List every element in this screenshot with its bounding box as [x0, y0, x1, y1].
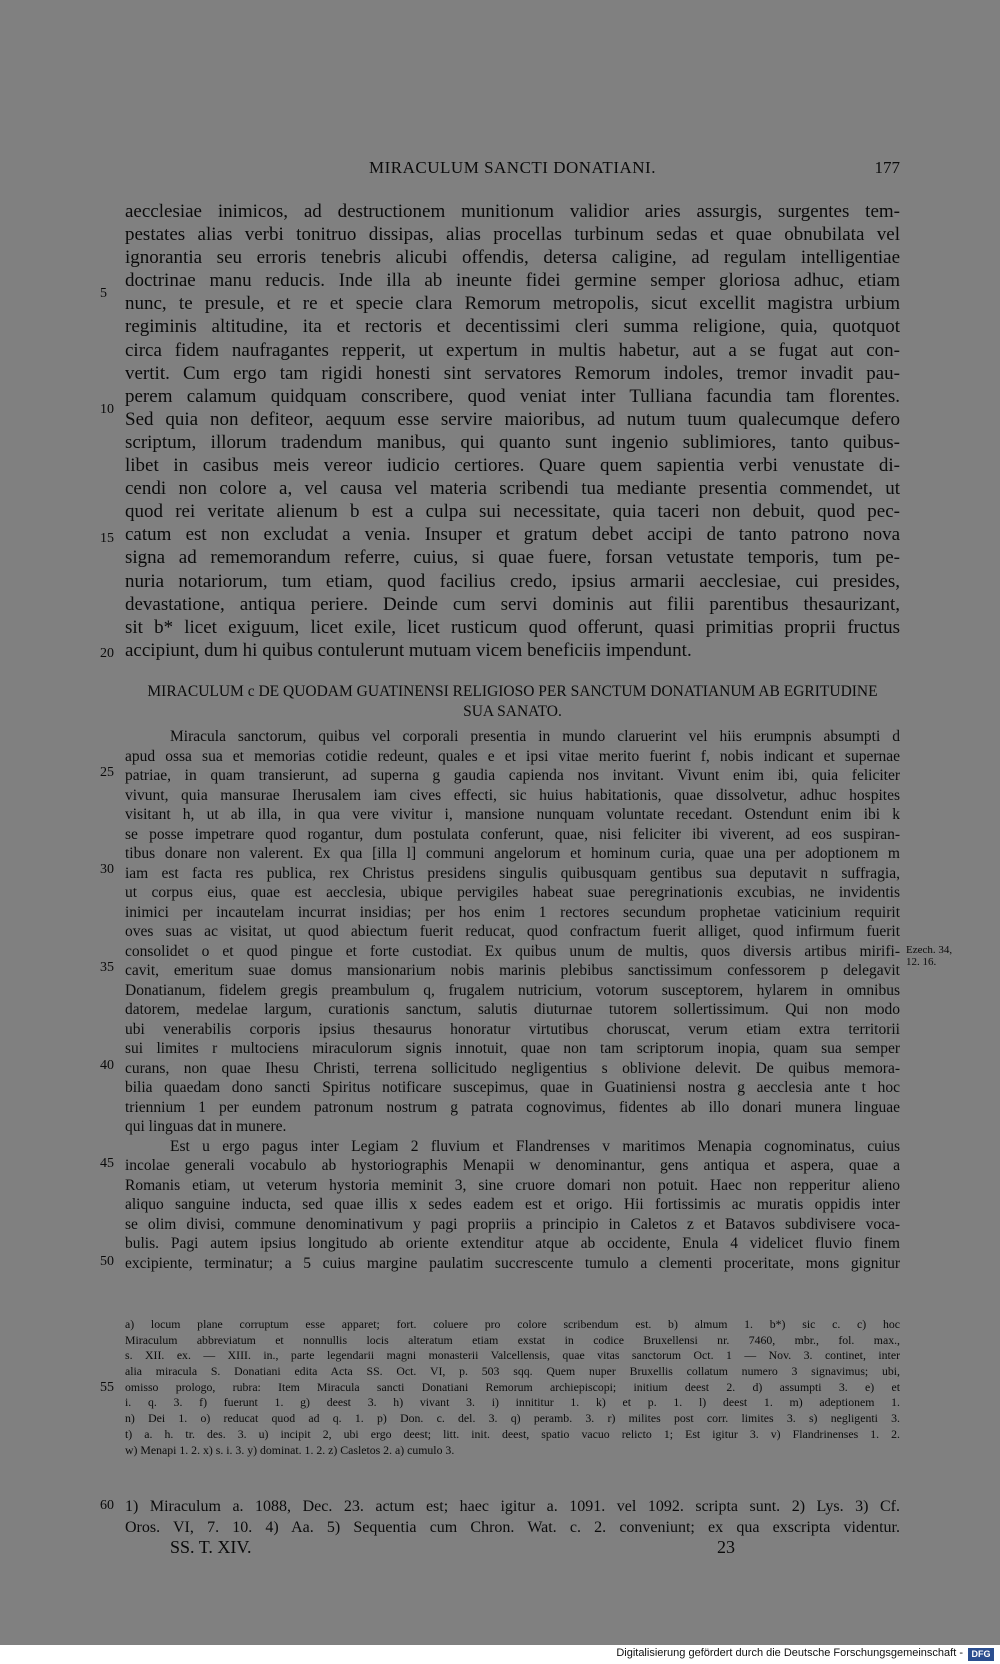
text-line: signa ad rememorandum referre, cuius, si quae fuere, forsan vetustate temporis, tum pe-: [125, 547, 900, 569]
text-line: libet in casibus meis vereor iudicio certiores. Quare quem sapientia verbi venustate di-: [125, 455, 900, 477]
text-line: w) Menapi 1. 2. x) s. i. 3. y) dominat. 1. 2. z) Casletos 2. a) cumulo 3.: [125, 1442, 455, 1457]
text-line: bulis. Pagi autem ipsius longitudo ab oriente extenditur atque ab occidente, Enula 4 videlicet fluvio finem: [125, 1235, 900, 1252]
text-line: tibus donare non valerent. Ex qua [illa l] communi angelorum et hominum curia, quae una per adoptionem m: [125, 845, 900, 862]
text-line: se posse impetrare quod rogantur, dum postulata conferunt, quae, nisi feliciter ibi viverent, ad eos suspiran-: [125, 825, 900, 843]
dfg-logo-icon[interactable]: DFG: [968, 1648, 994, 1661]
line-number: 35: [100, 960, 114, 975]
text-line: accipiunt, dum hi quibus contulerunt mutuam vicem beneficiis impendunt.: [125, 639, 692, 661]
running-header: [125, 158, 900, 184]
text-line: Donatianum, fidelem gregis preambulum q, frugalem nutricium, votorum susceptorem, hylarem in omnibus: [125, 981, 900, 999]
text-line: vertit. Cum ergo tam rigidi honesti sint servatores Remorum indoles, tremor invadit pau-: [125, 362, 900, 384]
text-line: perem calamum quidquam conscribere, quod veniat inter Tulliana facundia tam florentes.: [125, 385, 900, 407]
text-line: Oros. VI, 7. 10. 4) Aa. 5) Sequentia cum Chron. Wat. c. 2. conveniunt; ex qua exscripta videntur.: [125, 1519, 900, 1536]
text-line: sui limites r multociens miraculorum signis innotuit, quae non tam scriptorum inopia, quam sua semper: [125, 1040, 900, 1057]
text-line: n) Dei 1. o) reducat quod ad q. 1. p) Don. c. del. 3. q) peramb. 3. r) milites post corr. limites 3. s) negligenti 3.: [125, 1411, 900, 1426]
text-line: i. q. 3. f) fuerunt 1. g) deest 3. h) vivant 3. i) innititur 1. k) et p. 1. l) deest 1. m) adeptionem 1.: [125, 1395, 900, 1410]
text-line: aecclesiae inimicos, ad destructionem munitionum validior aries assurgis, surgentes tem-: [125, 201, 900, 222]
text-line: cendi non colore a, vel causa vel materia scribendi tua mediante presentia commendet, ut: [125, 478, 900, 500]
text-line: quod rei veritate alienum b est a culpa sui necessitate, quia taceri non debuit, quod pec-: [125, 501, 900, 523]
margin-reference-line: Ezech. 34,: [906, 944, 953, 956]
text-line: vivunt, quia mansurae Iherusalem iam cives effecti, sic huius habitationis, quae dissolvetur, adhuc hospites: [125, 786, 900, 804]
text-line: visitant h, ut ab illa, in qua vere vivitur i, mansione nunquam voluntate recedant. Ostendunt enim ibi k: [125, 806, 900, 823]
text-line: ubi venerabilis corporis ipsius thesaurus honoratur virtutibus choruscat, verum etiam extra territorii: [125, 1020, 900, 1038]
text-line: regiminis altitudine, ita et rectoris et decentissimi cleri summa religione, quia, quotquot: [125, 316, 900, 338]
text-line: scriptum, illorum tradendum manibus, qui quanto sunt ingenio sublimiores, tanto quibus-: [125, 431, 900, 453]
sheet-number: 23: [717, 1537, 735, 1557]
text-line: s. XII. ex. — XIII. in., parte legendarii magni monasterii Valcellensis, quae vitas sanctorum Oct. 1 — Nov. 3. continet, inter: [125, 1348, 900, 1363]
prologue-text: [125, 200, 900, 662]
text-line: patriae, in quam transierunt, ad superna g gaudia capienda nos invitant. Vivunt enim ibi, quia feliciter: [125, 767, 900, 784]
text-line: devastatione, antiqua periere. Deinde cum servi dominis aut filii parentibus thesaurizant,: [125, 593, 900, 615]
text-line: inimici per incautelam incurrat insidias; per hos enim 1 rectores secundum prophetae vaticinium requirit: [125, 903, 900, 921]
line-number: 20: [100, 646, 114, 661]
text-line: consolidet o et quod pingue et forte custodiat. Ex quibus unum de multis, quos diversis artibus mirifi-: [125, 942, 900, 960]
text-line: alia miracula S. Donatiani edita Acta SS. Oct. VI, p. 503 sqq. Quem nuper Bruxellis collatum numero 3 signavimus; ubi,: [125, 1364, 900, 1379]
line-number: 10: [100, 402, 114, 417]
text-line: incolae generali vocabulo ab hystoriographis Menapii w denominantur, gens antiqua et aspera, quae a: [125, 1157, 900, 1174]
section-title-line: SUA SANATO.: [463, 703, 562, 720]
footer-credit: Digitalisierung gefördert durch die Deutsche Forschungsgemeinschaft -: [616, 1647, 963, 1659]
text-line: cavit, emeritum suae domus mansionarium nobis marinis plebibus sanctissimum confessorem p delegavit: [125, 962, 900, 979]
text-line: Miraculum abbreviatum et nonnullis locis alteratum etiam exstat in codice Bruxellensi nr. 7460, mbr., fol. max.,: [125, 1332, 900, 1347]
text-line: ut corpus eius, quae est aecclesia, ubique pervigiles habeat suae peregrinationis excubias, ne invidentis: [125, 884, 900, 901]
text-line: 1) Miraculum a. 1088, Dec. 23. actum est; haec igitur a. 1091. vel 1092. scripta sunt. 2) Lys. 3) Cf.: [125, 1498, 900, 1515]
text-line: omisso prologo, rubra: Item Miracula sancti Donatiani Remorum archiepiscopi; initium deest 2. d) assumpti 3. e) et: [125, 1379, 900, 1394]
text-line: Est u ergo pagus inter Legiam 2 fluvium et Flandrenses v maritimos Menapia cognominatus, cuius: [170, 1137, 900, 1155]
line-number: 15: [100, 531, 114, 546]
reference-notes: [125, 1496, 900, 1538]
text-line: pestates alias verbi tonitruo dissipas, alias procellas turbinum sedas et quae obnubilata vel: [125, 224, 900, 246]
digitization-footer: [0, 1645, 1000, 1664]
line-number: 25: [100, 765, 114, 780]
volume-signature: SS. T. XIV.: [170, 1537, 252, 1557]
text-line: bilia quaedam dono sancti Spiritus notificare suscepimus, quae in Guatiniensi nostra g aecclesia ante t hoc: [125, 1079, 900, 1096]
text-line: Miracula sanctorum, quibus vel corporali presentia in mundo claruerint vel hiis erumpnis absumpti d: [170, 728, 900, 745]
text-line: excipiente, terminatur; a 5 cuius margine paulatim succrescente tumulo a clementi proceritate, mons gignitur: [125, 1254, 900, 1272]
margin-reference-line: 12. 16.: [906, 956, 937, 968]
line-number: 60: [100, 1498, 114, 1513]
section-title-line: MIRACULUM c DE QUODAM GUATINENSI RELIGIOSO PER SANCTUM DONATIANUM AB EGRITUDINE: [147, 683, 878, 700]
text-line: circa fidem naufragantes repperit, ut expertum in multis habetur, aut a se fugat aut con-: [125, 339, 900, 361]
line-number: 5: [100, 286, 107, 301]
text-line: se olim divisi, commune denominativum y pagi propriis a principio in Caletos z et Batavos subdivisere voca-: [125, 1215, 900, 1233]
text-line: qui linguas dat in munere.: [125, 1118, 287, 1135]
running-title: MIRACULUM SANCTI DONATIANI.: [369, 158, 656, 177]
text-line: t) a. h. tr. des. 3. u) incipit 2, ubi ergo deest; litt. init. deest, spatio vacuo relicto 1; Est igitur 3. v) Flandrinenses 1. 2.: [125, 1426, 900, 1441]
text-line: iam est facta res publica, rex Christus presidens singulis quibusquam gentibus sua deputavit n suffragia,: [125, 864, 900, 882]
text-line: datorem, medelae largum, curationis sanctum, salutis diuturnae tutorem sollertissimum. Qui non modo: [125, 1001, 900, 1018]
text-line: curans, non quae Ihesu Christi, terrena sollicitudo negligentius s oblivione delevit. De quibus memora-: [125, 1059, 900, 1077]
line-number: 45: [100, 1156, 114, 1171]
text-line: oves suas ac visitat, ut quod abiectum fuerit reducat, quod confractum fuerit alliget, quod infirmum fuerit: [125, 923, 900, 940]
text-line: ignorantia seu erroris tenebris alicubi offendis, detersa caligine, ad regulam intelligentiae: [125, 247, 900, 269]
page-number: 177: [874, 158, 900, 177]
line-number: 50: [100, 1254, 114, 1269]
text-line: a) locum plane corruptum esse apparet; fort. coluere pro colore scribendum est. b) almum 1. b*) sic c. c) hoc: [125, 1317, 900, 1331]
text-line: nunc, te presule, et re et specie clara Remorum metropolis, sicut excellit magistra urbium: [125, 293, 900, 315]
text-line: nuria notariorum, tum etiam, quod facilius credo, ipsius armarii aecclesiae, cui presides,: [125, 570, 900, 592]
section-title: [125, 682, 900, 722]
text-line: doctrinae manu reducis. Inde illa ab ineunte fidei germine semper gloriosa adhuc, etiam: [125, 270, 900, 292]
line-number: 55: [100, 1380, 114, 1395]
text-line: triennium 1 per eundem patronum nostrum g patrata cognovimus, fidentes ab illo donari munera linguae: [125, 1098, 900, 1116]
margin-reference: [906, 944, 952, 968]
text-line: sit b* licet exiguum, licet exile, licet rusticum quod offerunt, quasi primitias proprii fructus: [125, 616, 900, 638]
text-line: Romanis etiam, ut veterum hystoria meminit 3, sine cruore domari non potuit. Haec non repperitur alieno: [125, 1176, 900, 1194]
text-line: catum est non excludat a venia. Insuper et gratum debet accipi de tanto patrono nova: [125, 524, 900, 546]
line-number: 30: [100, 862, 114, 877]
text-line: apud ossa sua et memorias cotidie redeunt, quales e et ipsi vitae merito fuerint f, nobis indicant et supernae: [125, 747, 900, 765]
miracle-text: [125, 727, 900, 1273]
text-line: aliquo sanguine inducta, sed quae illis x sedes eadem est et origo. Hii fortissimis ac muratis oppidis inter: [125, 1196, 900, 1213]
footnotes: [125, 1317, 900, 1458]
text-line: Sed quia non defiteor, aequum esse servire maioribus, ad nutum tuum qualecumque defero: [125, 408, 900, 430]
line-number: 40: [100, 1058, 114, 1073]
